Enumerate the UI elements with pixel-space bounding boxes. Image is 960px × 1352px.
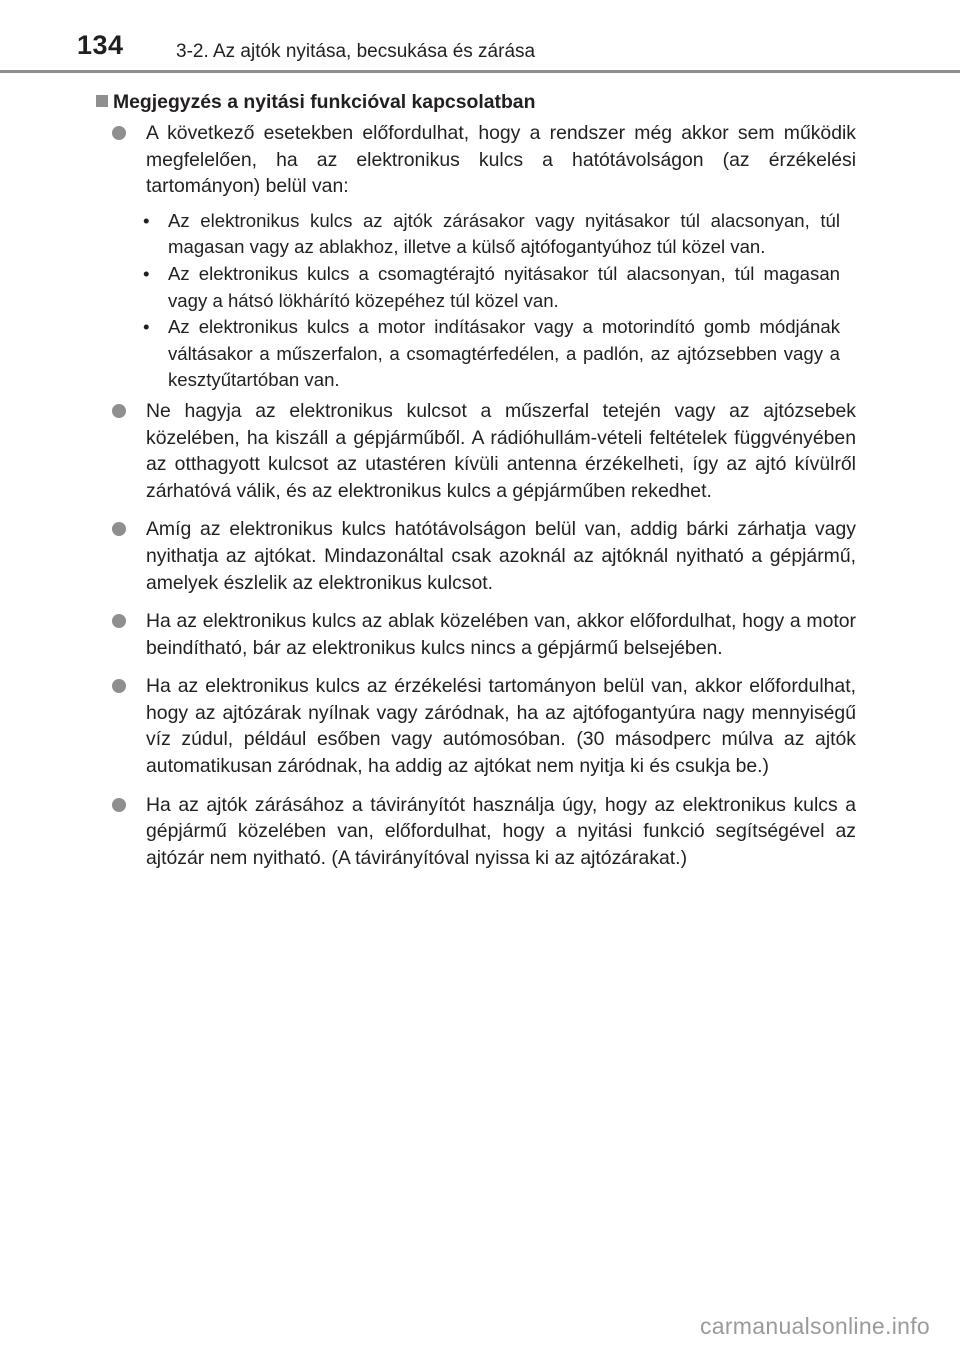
header-divider	[0, 70, 960, 73]
list-item	[96, 516, 856, 596]
circle-bullet-icon	[112, 798, 126, 812]
sub-list-item	[143, 261, 840, 314]
dot-bullet-icon: •	[143, 262, 150, 284]
circle-bullet-icon	[112, 679, 126, 693]
sub-list-item-text: Az elektronikus kulcs a csomagtérajtó nyitásakor túl alacsonyan, túl magasan vagy a hátsó lökhárító közepéhez túl közel van.	[168, 262, 840, 311]
square-bullet-icon	[96, 95, 108, 107]
sub-list-item-text: Az elektronikus kulcs az ajtók zárásakor vagy nyitásakor túl alacsonyan, túl magasan vagy az ablakhoz, illetve a külső ajtófogantyúhoz túl közel van.	[168, 209, 840, 258]
list-item	[96, 398, 856, 504]
section-title: 3-2. Az ajtók nyitása, becsukása és zárása	[176, 41, 536, 62]
circle-bullet-icon	[112, 126, 126, 140]
dot-bullet-icon: •	[143, 316, 150, 338]
sub-list-item	[143, 314, 840, 394]
list-item	[96, 120, 856, 200]
list-item	[96, 673, 856, 779]
page-number: 134	[77, 30, 124, 60]
sub-list-item-text: Az elektronikus kulcs a motor indításakor vagy a motorindító gomb módjának váltásakor a műszerfalon, a csomagtérfedélen, a padlón, az ajtózsebben vagy a kesztyűtartóban van.	[168, 316, 840, 391]
section-heading	[96, 88, 856, 116]
circle-bullet-icon	[112, 522, 126, 536]
circle-bullet-icon	[112, 404, 126, 418]
sub-list	[96, 208, 856, 394]
page-header	[0, 0, 960, 80]
list-item-text: Ha az elektronikus kulcs az ablak közelében van, akkor előfordulhat, hogy a motor beindítható, bár az elektronikus kulcs nincs a gépjármű belsejében.	[146, 610, 856, 659]
list-item-text: Ne hagyja az elektronikus kulcsot a műszerfal tetején vagy az ajtózsebek közelében, ha kiszáll a gépjárműből. A rádióhullám-vételi feltételek függvényében az otthagyott kulcsot az utastéren kívüli antenna érzékelheti, így az ajtó kívülről zárhatóvá válik, és az elektronikus kulcs a gépjárműben rekedhet.	[146, 399, 856, 502]
dot-bullet-icon: •	[143, 209, 150, 231]
list-item-text: A következő esetekben előfordulhat, hogy a rendszer még akkor sem működik megfelelően, ha az elektronikus kulcs a hatótávolságon (az érzékelési tartományon) belül van:	[146, 122, 856, 198]
circle-bullet-icon	[112, 614, 126, 628]
page-content	[96, 88, 856, 871]
list-item-text: Ha az ajtók zárásához a távirányítót használja úgy, hogy az elektronikus kulcs a gépjármű közelében van, előfordulhat, hogy a nyitási funkció segítségével az ajtózár nem nyitható. (A távirányítóval nyissa ki az ajtózárakat.)	[146, 793, 856, 869]
list-item	[96, 792, 856, 872]
list-item-text: Ha az elektronikus kulcs az érzékelési tartományon belül van, akkor előfordulhat, hogy az ajtózárak nyílnak vagy záródnak, ha az ajtófogantyúra nagy mennyiségű víz zúdul, például esőben vagy autómosóban. (30 másodperc múlva az ajtók automatikusan záródnak, ha addig az ajtókat nem nyitja ki és csukja be.)	[146, 675, 856, 778]
watermark: carmanualsonline.info	[699, 1313, 930, 1339]
list-item-text: Amíg az elektronikus kulcs hatótávolságon belül van, addig bárki zárhatja vagy nyithatja az ajtókat. Mindazonáltal csak azoknál az ajtóknál nyitható a gépjármű, amelyek észlelik az elektronikus kulcsot.	[146, 518, 856, 594]
section-heading-text: Megjegyzés a nyitási funkcióval kapcsolatban	[113, 91, 536, 113]
list-item	[96, 608, 856, 661]
sub-list-item	[143, 208, 840, 261]
